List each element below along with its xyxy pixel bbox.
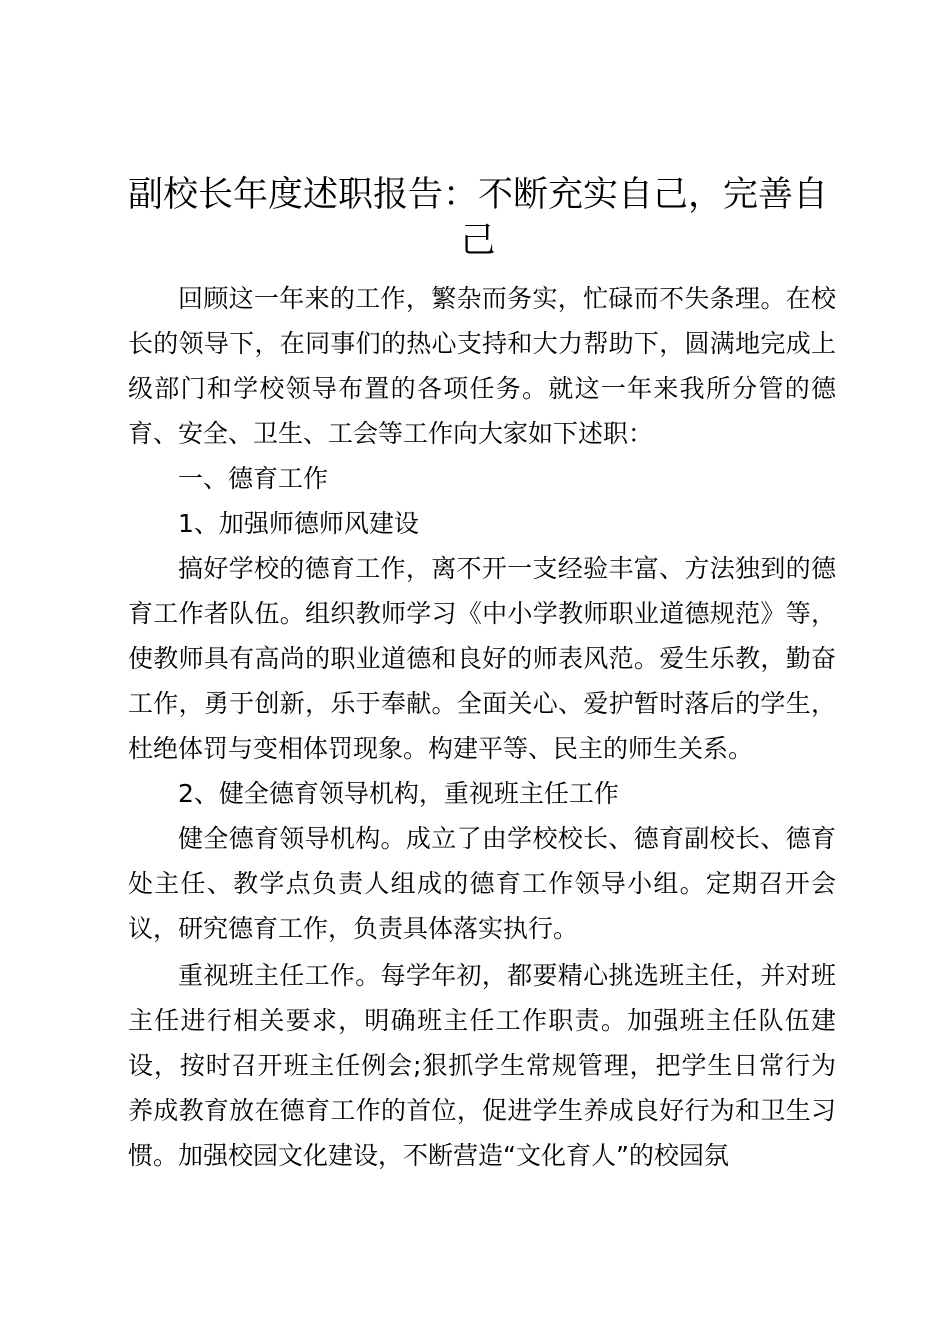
section-heading-moral-education: 一、德育工作 — [178, 464, 329, 493]
paragraph-intro: 回顾这一年来的工作，繁杂而务实，忙碌而不失条理。在校长的领导下，在同事们的热心支持和大力帮助下，圆满地完成上级部门和学校领导布置的各项任务。就这一年来我所分管的德育、安全、卫生、工会等工作向大家如下述职： — [128, 284, 836, 448]
paragraph-class-teacher-work: 重视班主任工作。每学年初，都要精心挑选班主任，并对班主任进行相关要求，明确班主任工作职责。加强班主任队伍建设，按时召开班主任例会;狠抓学生常规管理，把学生日常行为养成教育放在德育工作的首位，促进学生养成良好行为和卫生习惯。加强校园文化建设，不断营造“文化育人”的校园氛 — [128, 961, 836, 1170]
document-body — [128, 276, 836, 1178]
document-title: 副校长年度述职报告：不断充实自己，完善自己 — [127, 175, 828, 261]
paragraph-leadership-structure: 健全德育领导机构。成立了由学校校长、德育副校长、德育处主任、教学点负责人组成的德育工作领导小组。定期召开会议，研究德育工作，负责具体落实执行。 — [128, 824, 836, 943]
subheading-teacher-ethics: 1、加强师德师风建设 — [178, 509, 419, 538]
subheading-leadership-structure: 2、健全德育领导机构，重视班主任工作 — [178, 779, 619, 808]
paragraph-teacher-ethics: 搞好学校的德育工作，离不开一支经验丰富、方法独到的德育工作者队伍。组织教师学习《中小学教师职业道德规范》等，使教师具有高尚的职业道德和良好的师表风范。爱生乐教，勤奋工作，勇于创新，乐于奉献。全面关心、爱护暂时落后的学生，杜绝体罚与变相体罚现象。构建平等、民主的师生关系。 — [128, 554, 836, 763]
